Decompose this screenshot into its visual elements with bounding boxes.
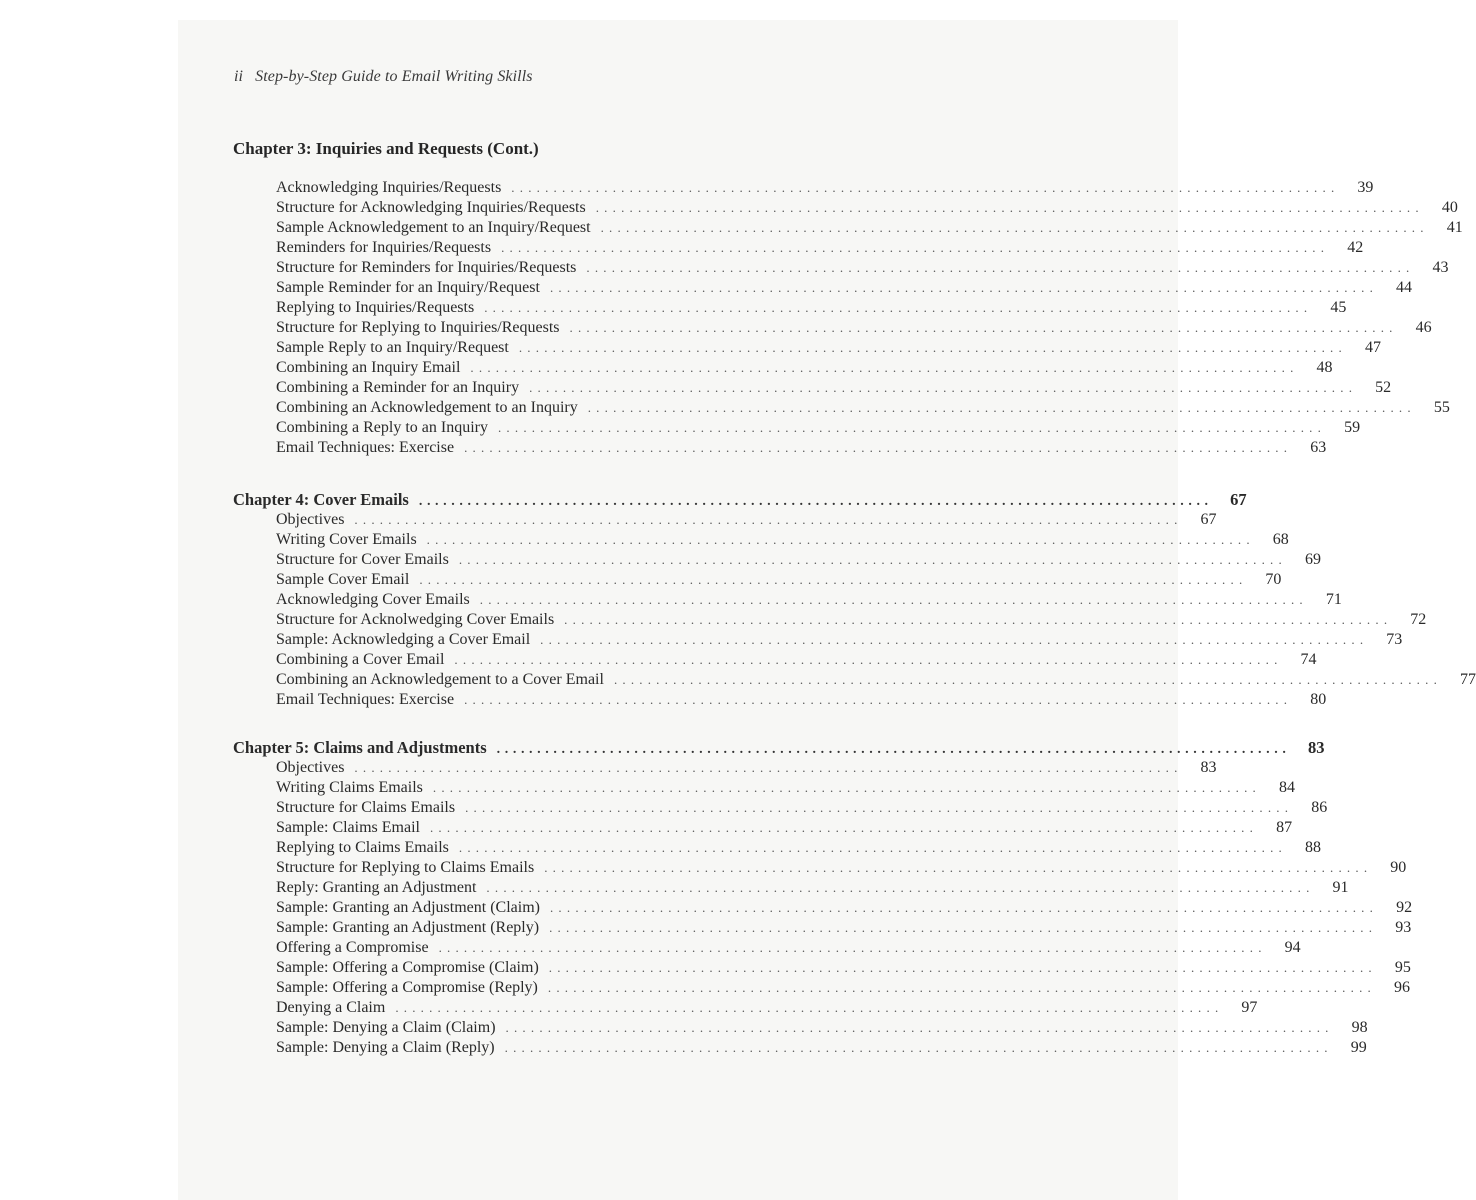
toc-entry <box>276 1018 1368 1038</box>
toc-entry-label: Sample Reminder for an Inquiry/Request <box>276 279 540 296</box>
toc-entry-page: 48 <box>1316 359 1333 376</box>
toc-entry-label: Combining an Acknowledgement to an Inquiry <box>276 399 578 416</box>
toc-entry-label: Structure for Cover Emails <box>276 551 449 568</box>
toc-entry <box>276 238 1364 258</box>
toc-entry-label: Sample: Granting an Adjustment (Reply) <box>276 919 540 936</box>
toc-entry-label: Structure for Replying to Inquiries/Requests <box>276 319 560 336</box>
toc-entry-page: 45 <box>1330 299 1347 316</box>
toc-entry-page: 43 <box>1432 259 1449 276</box>
toc-entry-label: Structure for Acknowledging Inquiries/Requests <box>276 199 586 216</box>
toc-entry-page: 40 <box>1441 199 1458 216</box>
toc-entry <box>276 510 1217 530</box>
toc-entry-label: Sample: Offering a Compromise (Claim) <box>276 959 539 976</box>
toc-entry <box>276 818 1293 838</box>
toc-entry-label: Combining an Acknowledgement to a Cover Email <box>276 671 604 688</box>
dot-leader: .................................................................................................. <box>504 1040 1333 1055</box>
dot-leader: .................................................................................................. <box>354 760 1183 775</box>
toc-entry-page: 77 <box>1460 671 1476 688</box>
page-folio: ii <box>234 68 244 85</box>
toc-entry-label: Sample: Claims Email <box>276 819 420 836</box>
dot-leader: .................................................................................................. <box>418 494 1213 509</box>
toc-entry-label: Combining a Reminder for an Inquiry <box>276 379 520 396</box>
dot-leader: .................................................................................................. <box>470 360 1299 375</box>
chapter-title: Chapter 4: Cover Emails <box>233 490 409 509</box>
toc-entry <box>276 898 1413 918</box>
toc-entry-label: Reminders for Inquiries/Requests <box>276 239 492 256</box>
toc-entry-page: 52 <box>1375 379 1392 396</box>
toc-entry-label: Email Techniques: Exercise <box>276 691 455 708</box>
toc-entry <box>276 778 1296 798</box>
toc-entry-page: 47 <box>1364 339 1381 356</box>
toc-entry <box>276 318 1432 338</box>
chapter-4-heading <box>233 490 1247 510</box>
book-title: Step-by-Step Guide to Email Writing Skills <box>255 68 533 85</box>
dot-leader: .................................................................................................. <box>586 260 1415 275</box>
toc-entry <box>276 298 1347 318</box>
toc-entry-label: Combining a Reply to an Inquiry <box>276 419 488 436</box>
toc-entry-label: Email Techniques: Exercise <box>276 439 455 456</box>
dot-leader: .................................................................................................. <box>496 742 1291 757</box>
dot-leader: .................................................................................................. <box>426 532 1255 547</box>
toc-entry-page: 83 <box>1200 759 1217 776</box>
dot-leader: .................................................................................................. <box>465 800 1294 815</box>
dot-leader: .................................................................................................. <box>511 180 1340 195</box>
toc-entry <box>276 978 1410 998</box>
toc-entry <box>276 278 1413 298</box>
toc-entry <box>276 858 1407 878</box>
dot-leader: .................................................................................................. <box>354 512 1183 527</box>
toc-entry-page: 44 <box>1396 279 1413 296</box>
toc-entry-page: 39 <box>1357 179 1374 196</box>
toc-entry <box>276 218 1463 238</box>
toc-entry-page: 94 <box>1284 939 1301 956</box>
toc-entry <box>276 178 1374 198</box>
dot-leader: .................................................................................................. <box>587 400 1416 415</box>
dot-leader: .................................................................................................. <box>438 940 1267 955</box>
toc-entry-label: Reply: Granting an Adjustment <box>276 879 477 896</box>
toc-entry <box>276 798 1328 818</box>
toc-entry-label: Acknowledging Inquiries/Requests <box>276 179 502 196</box>
dot-leader: .................................................................................................. <box>569 320 1398 335</box>
toc-entry-page: 41 <box>1446 219 1463 236</box>
toc-entry-page: 88 <box>1305 839 1321 856</box>
toc-entry-page: 63 <box>1310 439 1327 456</box>
toc-entry <box>276 610 1427 630</box>
toc-entry <box>276 570 1282 590</box>
toc-entry-page: 46 <box>1415 319 1432 336</box>
toc-entry-page: 72 <box>1410 611 1427 628</box>
chapter-3-title: Chapter 3: Inquiries and Requests (Cont.) <box>233 139 539 158</box>
toc-entry-label: Writing Claims Emails <box>276 779 423 796</box>
chapter-5-heading <box>233 738 1325 758</box>
book-page <box>178 20 1476 1200</box>
toc-entry-page: 98 <box>1351 1019 1368 1036</box>
toc-entry <box>276 258 1449 278</box>
dot-leader: .................................................................................................. <box>544 860 1373 875</box>
chapter-page: 67 <box>1230 490 1247 509</box>
dot-leader: .................................................................................................. <box>454 652 1283 667</box>
toc-entry-page: 74 <box>1300 651 1317 668</box>
toc-entry <box>276 590 1342 610</box>
dot-leader: .................................................................................................. <box>595 200 1424 215</box>
dot-leader: .................................................................................................. <box>613 672 1443 687</box>
toc-entry-label: Structure for Claims Emails <box>276 799 456 816</box>
toc-entry <box>276 630 1403 650</box>
toc-entry <box>276 918 1412 938</box>
toc-entry-page: 68 <box>1272 531 1289 548</box>
toc-entry-label: Objectives <box>276 511 345 528</box>
toc-entry <box>276 378 1392 398</box>
dot-leader: .................................................................................................. <box>549 900 1379 915</box>
dot-leader: .................................................................................................. <box>432 780 1262 795</box>
chapter-title: Chapter 5: Claims and Adjustments <box>233 738 487 757</box>
toc-entry-page: 80 <box>1310 691 1327 708</box>
dot-leader: .................................................................................................. <box>548 960 1377 975</box>
toc-entry <box>276 958 1411 978</box>
dot-leader: .................................................................................................. <box>497 420 1327 435</box>
toc-entry-label: Sample: Offering a Compromise (Reply) <box>276 979 538 996</box>
toc-entry <box>276 690 1327 710</box>
toc-entry-label: Sample Cover Email <box>276 571 410 588</box>
toc-entry <box>276 398 1450 418</box>
toc-entry <box>276 198 1458 218</box>
toc-entry-page: 99 <box>1350 1039 1367 1056</box>
toc-entry-label: Denying a Claim <box>276 999 386 1016</box>
toc-entry-label: Writing Cover Emails <box>276 531 417 548</box>
toc-entry-page: 70 <box>1265 571 1282 588</box>
dot-leader: .................................................................................................. <box>479 592 1308 607</box>
toc-entry <box>276 650 1317 670</box>
toc-entry-page: 96 <box>1393 979 1410 996</box>
toc-entry-page: 90 <box>1390 859 1407 876</box>
toc-entry-page: 91 <box>1332 879 1349 896</box>
dot-leader: .................................................................................................. <box>458 552 1287 567</box>
dot-leader: .................................................................................................. <box>419 572 1248 587</box>
running-head <box>234 68 533 86</box>
toc-entry <box>276 338 1381 358</box>
toc-entry-label: Sample: Denying a Claim (Claim) <box>276 1019 496 1036</box>
dot-leader: .................................................................................................. <box>564 612 1393 627</box>
toc-entry-page: 87 <box>1276 819 1293 836</box>
toc-entry-page: 69 <box>1304 551 1321 568</box>
toc-entry-label: Sample Reply to an Inquiry/Request <box>276 339 509 356</box>
toc-entry-label: Structure for Acknolwedging Cover Emails <box>276 611 555 628</box>
toc-entry-page: 95 <box>1394 959 1411 976</box>
toc-entry-label: Sample: Granting an Adjustment (Claim) <box>276 899 540 916</box>
toc-entry-page: 59 <box>1344 419 1361 436</box>
toc-entry <box>276 358 1333 378</box>
toc-entry-label: Sample: Acknowledging a Cover Email <box>276 631 531 648</box>
dot-leader: .................................................................................................. <box>484 300 1313 315</box>
dot-leader: .................................................................................................. <box>458 840 1287 855</box>
toc-entry-page: 67 <box>1200 511 1217 528</box>
dot-leader: .................................................................................................. <box>600 220 1429 235</box>
toc-entry-page: 92 <box>1396 899 1413 916</box>
toc-entry-page: 42 <box>1347 239 1364 256</box>
toc-entry-page: 73 <box>1386 631 1403 648</box>
toc-entry <box>276 998 1258 1018</box>
dot-leader: .................................................................................................. <box>505 1020 1334 1035</box>
toc-entry-page: 71 <box>1325 591 1342 608</box>
dot-leader: .................................................................................................. <box>429 820 1259 835</box>
toc-entry <box>276 1038 1367 1058</box>
toc-entry-label: Replying to Inquiries/Requests <box>276 299 475 316</box>
toc-entry-page: 55 <box>1433 399 1450 416</box>
toc-entry <box>276 550 1321 570</box>
toc-entry-label: Combining a Cover Email <box>276 651 445 668</box>
toc-entry-label: Structure for Reminders for Inquiries/Requests <box>276 259 577 276</box>
toc-entry-label: Acknowledging Cover Emails <box>276 591 470 608</box>
dot-leader: .................................................................................................. <box>549 920 1378 935</box>
dot-leader: .................................................................................................. <box>540 632 1369 647</box>
toc-entry <box>276 438 1327 458</box>
dot-leader: .................................................................................................. <box>395 1000 1224 1015</box>
dot-leader: .................................................................................................. <box>547 980 1376 995</box>
toc-entry-page: 84 <box>1279 779 1296 796</box>
toc-entry-label: Structure for Replying to Claims Emails <box>276 859 535 876</box>
toc-entry-label: Offering a Compromise <box>276 939 429 956</box>
toc-entry-label: Objectives <box>276 759 345 776</box>
toc-entry-label: Combining an Inquiry Email <box>276 359 461 376</box>
dot-leader: .................................................................................................. <box>501 240 1330 255</box>
dot-leader: .................................................................................................. <box>518 340 1347 355</box>
toc-entry <box>276 838 1321 858</box>
toc-entry <box>276 670 1476 690</box>
toc-entry <box>276 938 1301 958</box>
chapter-page: 83 <box>1307 738 1325 757</box>
dot-leader: .................................................................................................. <box>549 280 1379 295</box>
dot-leader: .................................................................................................. <box>464 440 1293 455</box>
dot-leader: .................................................................................................. <box>464 692 1293 707</box>
dot-leader: .................................................................................................. <box>529 380 1358 395</box>
dot-leader: .................................................................................................. <box>486 880 1315 895</box>
toc-entry-label: Sample: Denying a Claim (Reply) <box>276 1039 495 1056</box>
toc-entry <box>276 758 1217 778</box>
toc-entry-page: 97 <box>1241 999 1258 1016</box>
toc-entry <box>276 418 1361 438</box>
toc-entry-label: Replying to Claims Emails <box>276 839 449 856</box>
toc-entry-page: 93 <box>1395 919 1412 936</box>
toc-entry-label: Sample Acknowledgement to an Inquiry/Request <box>276 219 591 236</box>
toc-entry <box>276 878 1349 898</box>
toc-entry <box>276 530 1289 550</box>
toc-entry-page: 86 <box>1311 799 1328 816</box>
